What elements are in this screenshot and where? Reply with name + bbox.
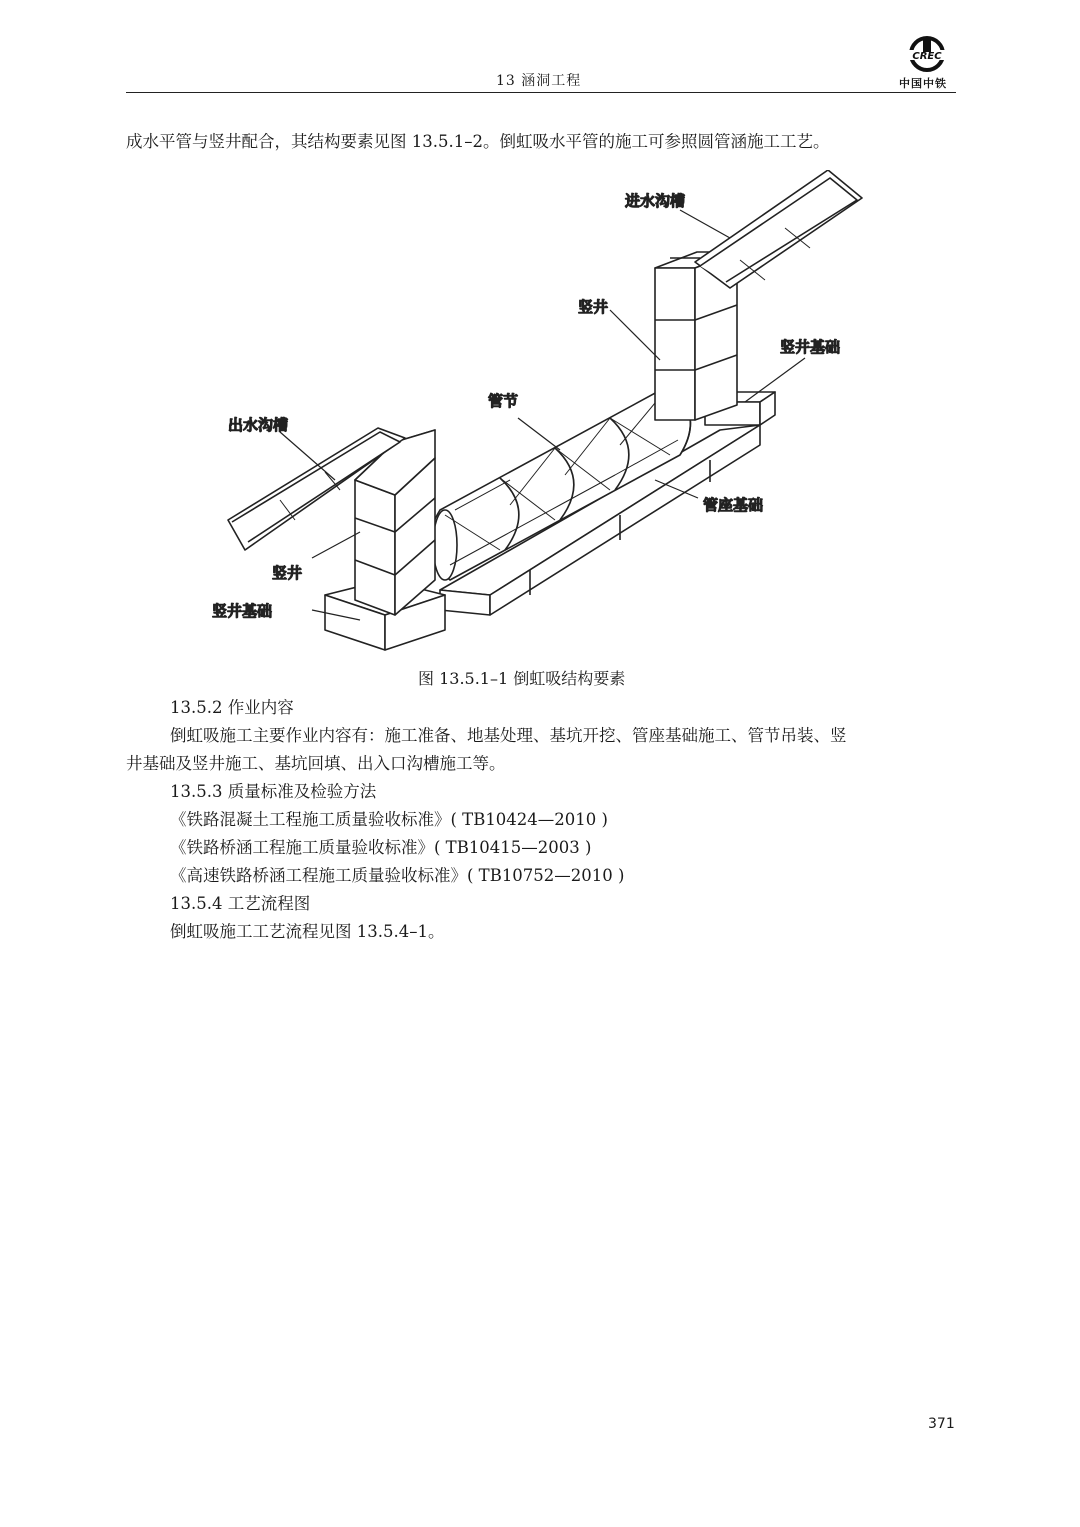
label-shaft-right: 竖井: [578, 298, 609, 316]
label-shaft-foundation-left: 竖井基础: [212, 602, 273, 620]
standard-2: 《铁路桥涵工程施工质量验收标准》( TB10415—2003 ): [170, 838, 592, 857]
header-rule: [126, 92, 956, 93]
label-outlet-channel: 出水沟槽: [228, 416, 289, 434]
intro-line: 成水平管与竖井配合，其结构要素见图 13.5.1–2。倒虹吸水平管的施工可参照圆管涵施工工艺。: [126, 132, 830, 151]
logo-text: 中国中铁: [899, 77, 947, 90]
page-header: [126, 62, 956, 95]
label-inlet-channel: 进水沟槽: [625, 192, 686, 210]
section-13-5-2-title: 13.5.2 作业内容: [170, 698, 294, 717]
page-number: 371: [928, 1416, 955, 1432]
standard-3: 《高速铁路桥涵工程施工质量验收标准》( TB10752—2010 ): [170, 866, 625, 885]
logo-letters: CREC: [912, 51, 942, 62]
siphon-diagram: [200, 170, 900, 670]
figure-inverted-siphon: [200, 170, 900, 670]
label-pipe-section: 管节: [488, 392, 519, 410]
section-13-5-3-title: 13.5.3 质量标准及检验方法: [170, 782, 377, 801]
label-pipe-foundation: 管座基础: [703, 496, 764, 514]
crec-logo-icon: [896, 36, 958, 76]
chapter-title: 13 涵洞工程: [496, 73, 582, 89]
section-13-5-4-body: 倒虹吸施工工艺流程见图 13.5.4–1。: [170, 922, 445, 941]
inlet-channel: [695, 170, 862, 288]
standard-1: 《铁路混凝土工程施工质量验收标准》( TB10424—2010 ): [170, 810, 608, 829]
label-shaft-left: 竖井: [272, 564, 303, 582]
section-13-5-4-title: 13.5.4 工艺流程图: [170, 894, 311, 913]
label-shaft-foundation-right: 竖井基础: [780, 338, 841, 356]
section-13-5-2-body-line2: 井基础及竖井施工、基坑回填、出入口沟槽施工等。: [126, 754, 506, 773]
figure-caption: 图 13.5.1–1 倒虹吸结构要素: [418, 669, 626, 688]
section-13-5-2-body-line1: 倒虹吸施工主要作业内容有：施工准备、地基处理、基坑开挖、管座基础施工、管节吊装、竖: [170, 726, 847, 745]
